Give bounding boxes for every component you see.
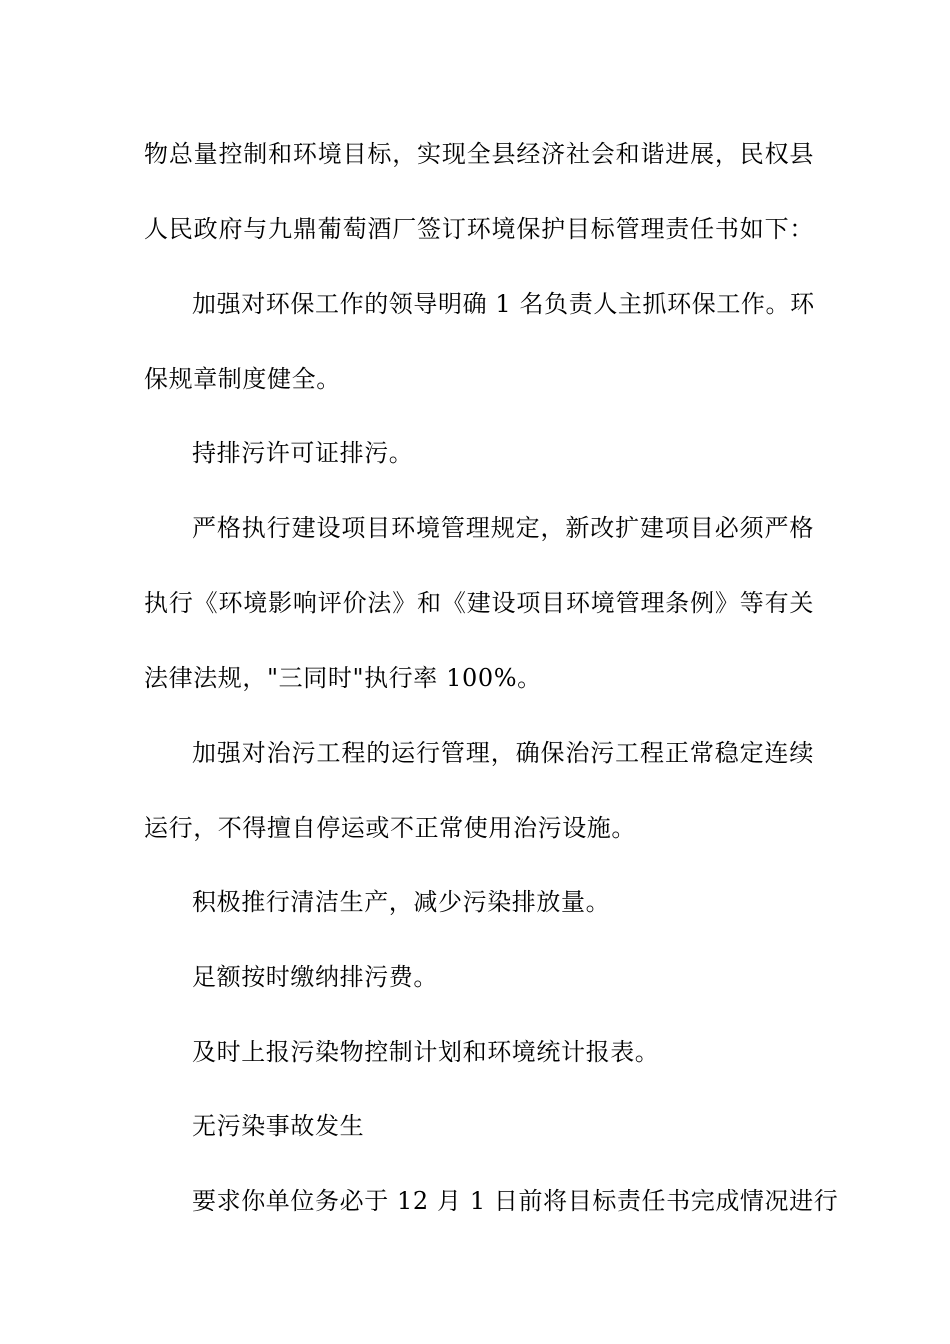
- text-line: 执行《环境影响评价法》和《建设项目环境管理条例》等有关: [144, 589, 814, 617]
- text-line: 人民政府与九鼎葡萄酒厂签订环境保护目标管理责任书如下：: [144, 215, 814, 243]
- paragraph-line: 无污染事故发生: [192, 1112, 365, 1140]
- paragraph-line: 持排污许可证排污。: [192, 439, 414, 467]
- paragraph-line: 加强对治污工程的运行管理，确保治污工程正常稳定连续: [192, 739, 814, 767]
- paragraph-line: 加强对环保工作的领导明确 1 名负责人主抓环保工作。环: [192, 290, 815, 318]
- text-line: 物总量控制和环境目标，实现全县经济社会和谐进展，民权县: [144, 140, 814, 168]
- text-line: 法律法规，"三同时"执行率 100%。: [144, 664, 542, 692]
- text-line: 运行，不得擅自停运或不正常使用治污设施。: [144, 814, 636, 842]
- paragraph-line: 要求你单位务必于 12 月 1 日前将目标责任书完成情况进行: [192, 1187, 839, 1215]
- paragraph-line: 积极推行清洁生产，减少污染排放量。: [192, 888, 611, 916]
- text-line: 保规章制度健全。: [144, 365, 341, 393]
- paragraph-line: 及时上报污染物控制计划和环境统计报表。: [192, 1038, 660, 1066]
- paragraph-line: 严格执行建设项目环境管理规定，新改扩建项目必须严格: [192, 514, 814, 542]
- paragraph-line: 足额按时缴纳排污费。: [192, 963, 438, 991]
